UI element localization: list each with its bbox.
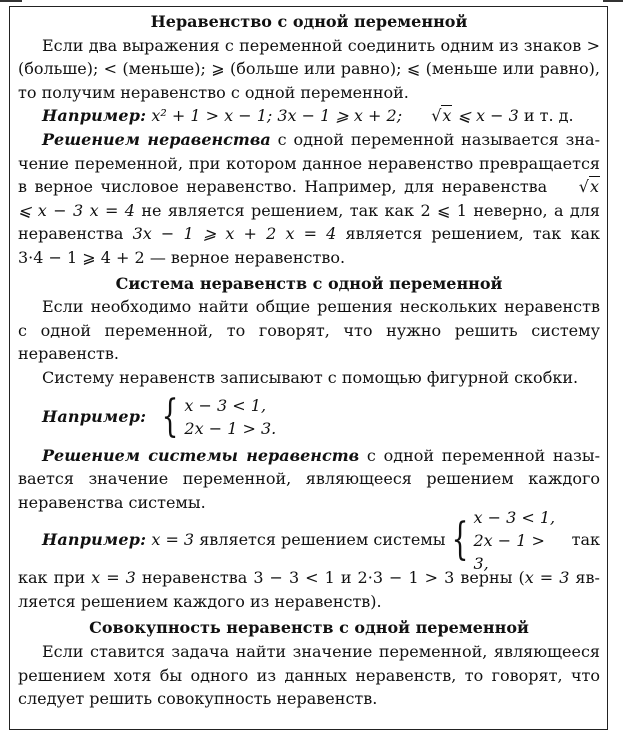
curly-brace-icon: { bbox=[451, 514, 468, 566]
sqrt-argument: x bbox=[589, 177, 599, 197]
cont-3: верны ( bbox=[460, 568, 525, 588]
system-notation: Систему неравенств записывают с помощью фигурной скобки. bbox=[42, 367, 579, 387]
example-1: x² + 1 > x − 1; bbox=[151, 106, 273, 126]
system-line-1: x − 3 < 1, bbox=[184, 395, 267, 415]
sqrt-argument: x bbox=[442, 106, 452, 126]
solution-definition bbox=[18, 128, 600, 270]
example2-so: так bbox=[571, 530, 600, 550]
example2-text: является решением системы bbox=[199, 530, 446, 550]
example-label: Например: bbox=[42, 106, 147, 126]
check-b: 3·4 − 1 ⩾ 4 + 2 bbox=[18, 247, 145, 267]
system-example bbox=[18, 392, 600, 442]
cont-value-2: x = 3 bbox=[524, 568, 570, 588]
sqrt-icon: √ bbox=[431, 106, 442, 126]
inequality-a: ⩽ x − 3 bbox=[18, 200, 84, 220]
cont-value: x = 3 bbox=[91, 568, 136, 588]
example-label: Например: bbox=[42, 530, 147, 550]
example-end: и т. д. bbox=[523, 106, 574, 126]
curly-brace-icon: { bbox=[162, 390, 179, 442]
system-2 bbox=[446, 506, 562, 575]
cont-ineq-2: 2·3 − 1 > 3 bbox=[357, 568, 455, 588]
text-a2: неверно, а для неравенства bbox=[18, 200, 601, 244]
term-solution-inequality: Решением неравенства bbox=[42, 129, 271, 149]
solution-text-1: с одной переменной называется значение переменной, при котором данное неравенство превращается в верное числовое неравенство. Например, для неравенства bbox=[18, 129, 600, 197]
cont-1: как при bbox=[18, 568, 86, 588]
inequality-examples bbox=[18, 104, 600, 128]
term-solution-system: Решением системы неравенств bbox=[42, 445, 360, 465]
inequality-b: 3x − 1 ⩾ x + 2 bbox=[132, 224, 277, 244]
system-example-continuation bbox=[18, 566, 600, 613]
top-rule bbox=[0, 0, 623, 2]
example2-value: x = 3 bbox=[151, 530, 195, 550]
cont-ineq-1: 3 − 3 < 1 bbox=[253, 568, 335, 588]
textbook-box bbox=[9, 6, 608, 730]
system-example-2 bbox=[18, 507, 600, 573]
sqrt-expression bbox=[555, 175, 600, 199]
system2-line-2: 2x − 1 > 3, bbox=[473, 530, 545, 573]
system-solution-text: с одной переменной называется значение переменной, являющееся решением каждого неравенства системы. bbox=[18, 445, 600, 512]
system2-line-1: x − 3 < 1, bbox=[473, 507, 556, 527]
check-a: 2 ⩽ 1 bbox=[420, 200, 467, 220]
cont-4: является решением каждого из неравенств). bbox=[18, 568, 600, 611]
cont-2: неравенства bbox=[141, 568, 248, 588]
cont-and: и bbox=[340, 568, 352, 588]
example-2: 3x − 1 ⩾ x + 2; bbox=[277, 106, 403, 126]
system-line-2: 2x − 1 > 3. bbox=[184, 418, 277, 438]
union-definition: Если ставится задача найти значение переменной, являющееся решением хотя бы одного из данных неравенств, то говорят, что следует решить совокупность неравенств. bbox=[18, 642, 600, 709]
example-label: Например: bbox=[42, 406, 147, 426]
section-title-inequality: Неравенство с одной переменной bbox=[150, 12, 468, 31]
system-solution-definition bbox=[18, 444, 600, 515]
value-a: x = 4 bbox=[89, 200, 135, 220]
section-title-system: Система неравенств с одной переменной bbox=[115, 273, 503, 293]
value-b: x = 4 bbox=[285, 224, 337, 244]
text-b: является решением, так как bbox=[345, 224, 600, 244]
example-3 bbox=[407, 104, 452, 128]
text-a: не является решением, так как bbox=[141, 200, 415, 220]
example-3-tail: ⩽ x − 3 bbox=[457, 106, 519, 126]
sqrt-icon: √ bbox=[578, 177, 589, 197]
system bbox=[156, 390, 277, 442]
system-intro: Если необходимо найти общие решения нескольких неравенств с одной переменной, то говорят, что нужно решить систему неравенств. bbox=[18, 297, 600, 364]
section-title-union: Совокупность неравенств с одной переменной bbox=[89, 618, 529, 638]
inequality-definition: Если два выражения с переменной соединить одним из знаков > (больше); < (меньше); ⩾ (больше или равно); ⩽ (меньше или равно), то получим неравенство с одной переменной. bbox=[18, 35, 600, 102]
text-b2: — верное неравенство. bbox=[149, 247, 346, 267]
